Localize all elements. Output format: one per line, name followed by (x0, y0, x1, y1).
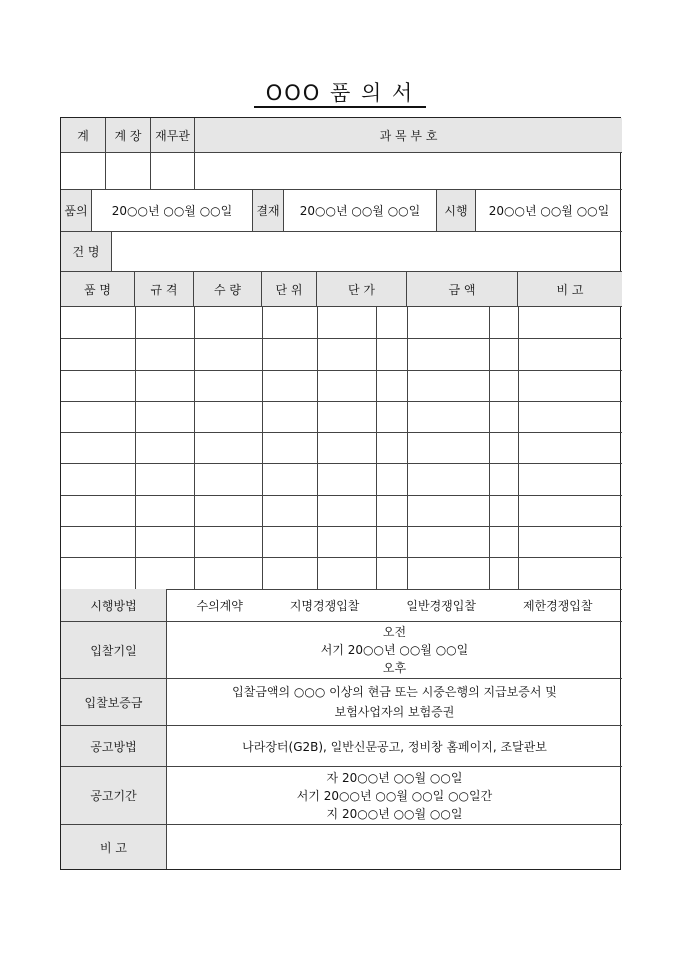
bid-deposit-label: 입찰보증금 (61, 679, 167, 726)
approval-label-staff: 계 (61, 118, 106, 153)
request-date-value[interactable]: 20○○년 ○○월 ○○일 (92, 190, 253, 232)
form-sheet (60, 117, 621, 870)
col-header-unit-price: 단 가 (317, 272, 407, 307)
document-title: OOO 품 의 서 (0, 80, 680, 108)
notice-period-value[interactable] (167, 767, 622, 825)
bid-deposit-value[interactable] (167, 679, 622, 726)
col-header-qty: 수 량 (194, 272, 262, 307)
method-option-restricted[interactable]: 제한경쟁입찰 (522, 598, 593, 613)
execute-date-value[interactable]: 20○○년 ○○월 ○○일 (476, 190, 622, 232)
bid-deposit-line-2: 보험사업자의 보험증권 (334, 705, 455, 719)
notice-period-to: 지 20○○년 ○○월 ○○일 (326, 806, 463, 821)
approval-label-finance: 재무관 (151, 118, 195, 153)
bid-date-pm: 오후 (382, 661, 407, 675)
signature-box-finance[interactable] (151, 153, 195, 190)
bid-date-label: 입찰기일 (61, 622, 167, 679)
notice-method-label: 공고방법 (61, 726, 167, 767)
notice-period-span: 서기 20○○년 ○○월 ○○일 ○○일간 (296, 788, 493, 803)
bid-date-am: 오전 (382, 625, 407, 639)
col-header-name: 품 명 (61, 272, 135, 307)
method-option-private[interactable]: 수의계약 (196, 598, 243, 613)
col-header-remarks: 비 고 (518, 272, 622, 307)
notice-period-label: 공고기간 (61, 767, 167, 825)
col-header-amount: 금 액 (407, 272, 518, 307)
method-option-designated[interactable]: 지명경쟁입찰 (289, 598, 360, 613)
col-header-spec: 규 격 (135, 272, 194, 307)
signature-box-staff[interactable] (61, 153, 106, 190)
method-option-general[interactable]: 일반경쟁입찰 (406, 598, 476, 613)
account-code-field[interactable] (195, 153, 622, 190)
method-label: 시행방법 (61, 589, 167, 622)
subject-label: 건 명 (61, 232, 112, 272)
bid-date-date: 서기 20○○년 ○○월 ○○일 (320, 643, 469, 657)
bid-date-value[interactable] (167, 622, 622, 679)
notice-method-value[interactable]: 나라장터(G2B), 일반신문공고, 정비창 홈페이지, 조달관보 (167, 726, 622, 767)
approval-date-label: 결재 (253, 190, 284, 232)
approval-date-value[interactable]: 20○○년 ○○월 ○○일 (284, 190, 437, 232)
bid-deposit-line-1: 입찰금액의 ○○○ 이상의 현금 또는 시중은행의 지급보증서 및 (232, 685, 557, 699)
execute-date-label: 시행 (437, 190, 476, 232)
notice-period-from: 자 20○○년 ○○월 ○○일 (326, 770, 463, 785)
subject-field[interactable] (112, 232, 622, 272)
remarks-label: 비 고 (61, 825, 167, 869)
account-code-label: 과 목 부 호 (195, 118, 622, 153)
remarks-field[interactable] (167, 825, 622, 869)
method-options (167, 589, 622, 622)
signature-box-chief[interactable] (106, 153, 151, 190)
col-header-unit: 단 위 (262, 272, 317, 307)
request-date-label: 품의 (61, 190, 92, 232)
approval-label-chief: 계 장 (106, 118, 151, 153)
